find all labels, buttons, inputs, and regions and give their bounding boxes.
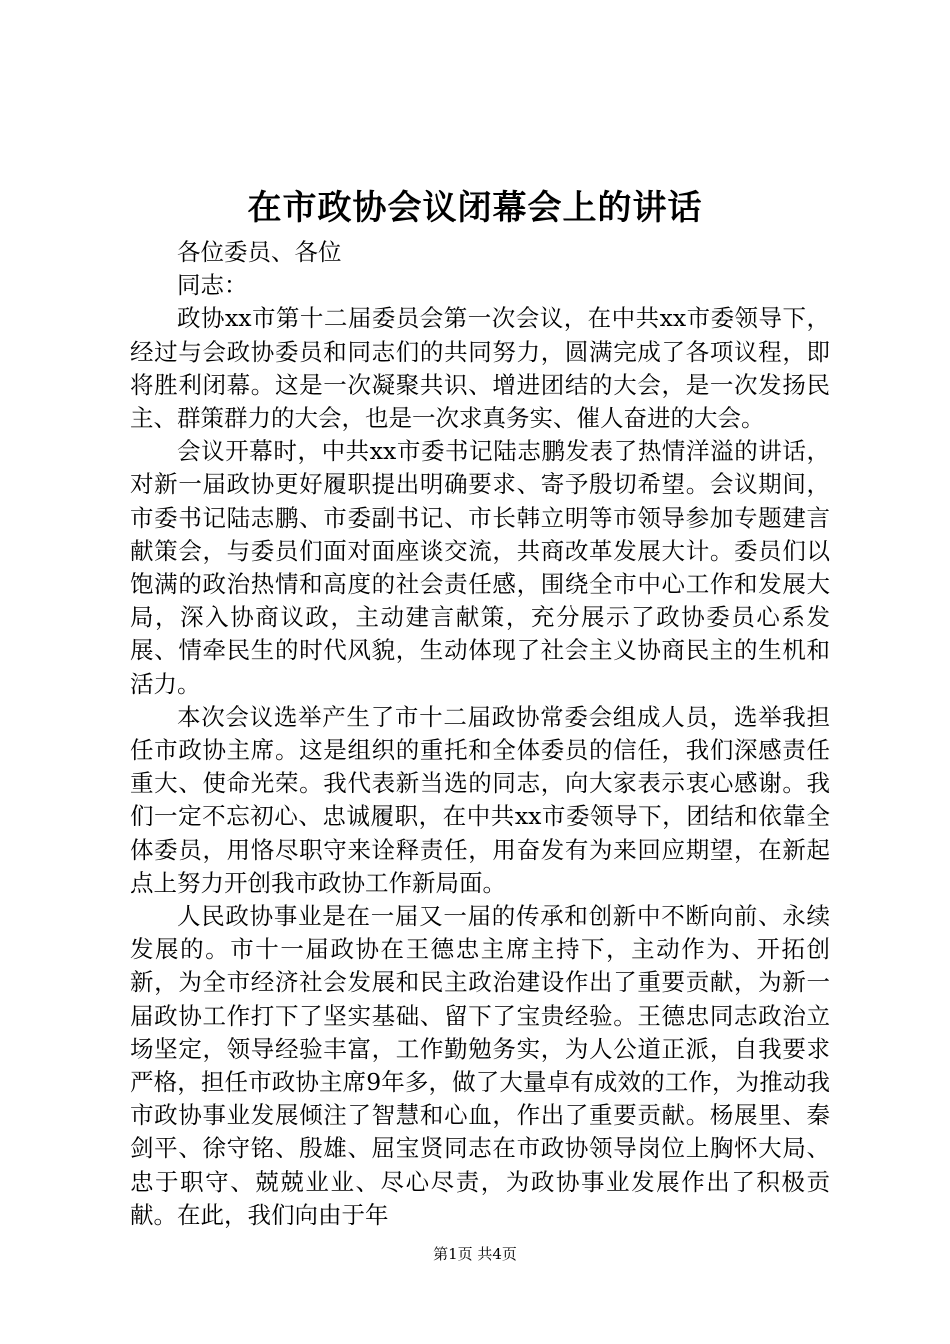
salutation-line: 各位委员、各位 — [177, 238, 342, 266]
page-footer: 第1页 共4页 — [433, 1245, 517, 1263]
body-paragraph: 人民政协事业是在一届又一届的传承和创新中不断向前、永续发展的。市十一届政协在王德忠主席主持下，主动作为、开拓创新，为全市经济社会发展和民主政治建设作出了重要贡献，为新一届政协工作打下了坚实基础、留下了宝贵经验。王德忠同志政治立场坚定，领导经验丰富，工作勤勉务实，为人公道正派，自我要求严格，担任市政协主席9年多，做了大量卓有成效的工作，为推动我市政协事业发展倾注了智慧和心血，作出了重要贡献。杨展里、秦剑平、徐守铭、殷雄、屈宝贤同志在市政协领导岗位上胸怀大局、忠于职守、兢兢业业、尽心尽责，为政协事业发展作出了积极贡献。在此，我们向由于年 — [130, 902, 830, 1229]
body-paragraph: 会议开幕时，中共xx市委书记陆志鹏发表了热情洋溢的讲话，对新一届政协更好履职提出明确要求、寄予殷切希望。会议期间，市委书记陆志鹏、市委副书记、市长韩立明等市领导参加专题建言献策会，与委员们面对面座谈交流，共商改革发展大计。委员们以饱满的政治热情和高度的社会责任感，围绕全市中心工作和发展大局，深入协商议政，主动建言献策，充分展示了政协委员心系发展、情牵民生的时代风貌，生动体现了社会主义协商民主的生机和活力。 — [130, 437, 830, 698]
body-paragraph: 本次会议选举产生了市十二届政协常委会组成人员，选举我担任市政协主席。这是组织的重托和全体委员的信任，我们深感责任重大、使命光荣。我代表新当选的同志，向大家表示衷心感谢。我们一定不忘初心、忠诚履职，在中共xx市委领导下，团结和依靠全体委员，用恪尽职守来诠释责任，用奋发有为来回应期望，在新起点上努力开创我市政协工作新局面。 — [130, 702, 830, 897]
document-title: 在市政协会议闭幕会上的讲话 — [247, 188, 703, 228]
salutation-line: 同志： — [177, 271, 248, 300]
document-body — [130, 236, 830, 1232]
body-paragraph: 政协xx市第十二届委员会第一次会议，在中共xx市委领导下，经过与会政协委员和同志们的共同努力，圆满完成了各项议程，即将胜利闭幕。这是一次凝聚共识、增进团结的大会，是一次发扬民主、群策群力的大会，也是一次求真务实、催人奋进的大会。 — [130, 304, 830, 433]
